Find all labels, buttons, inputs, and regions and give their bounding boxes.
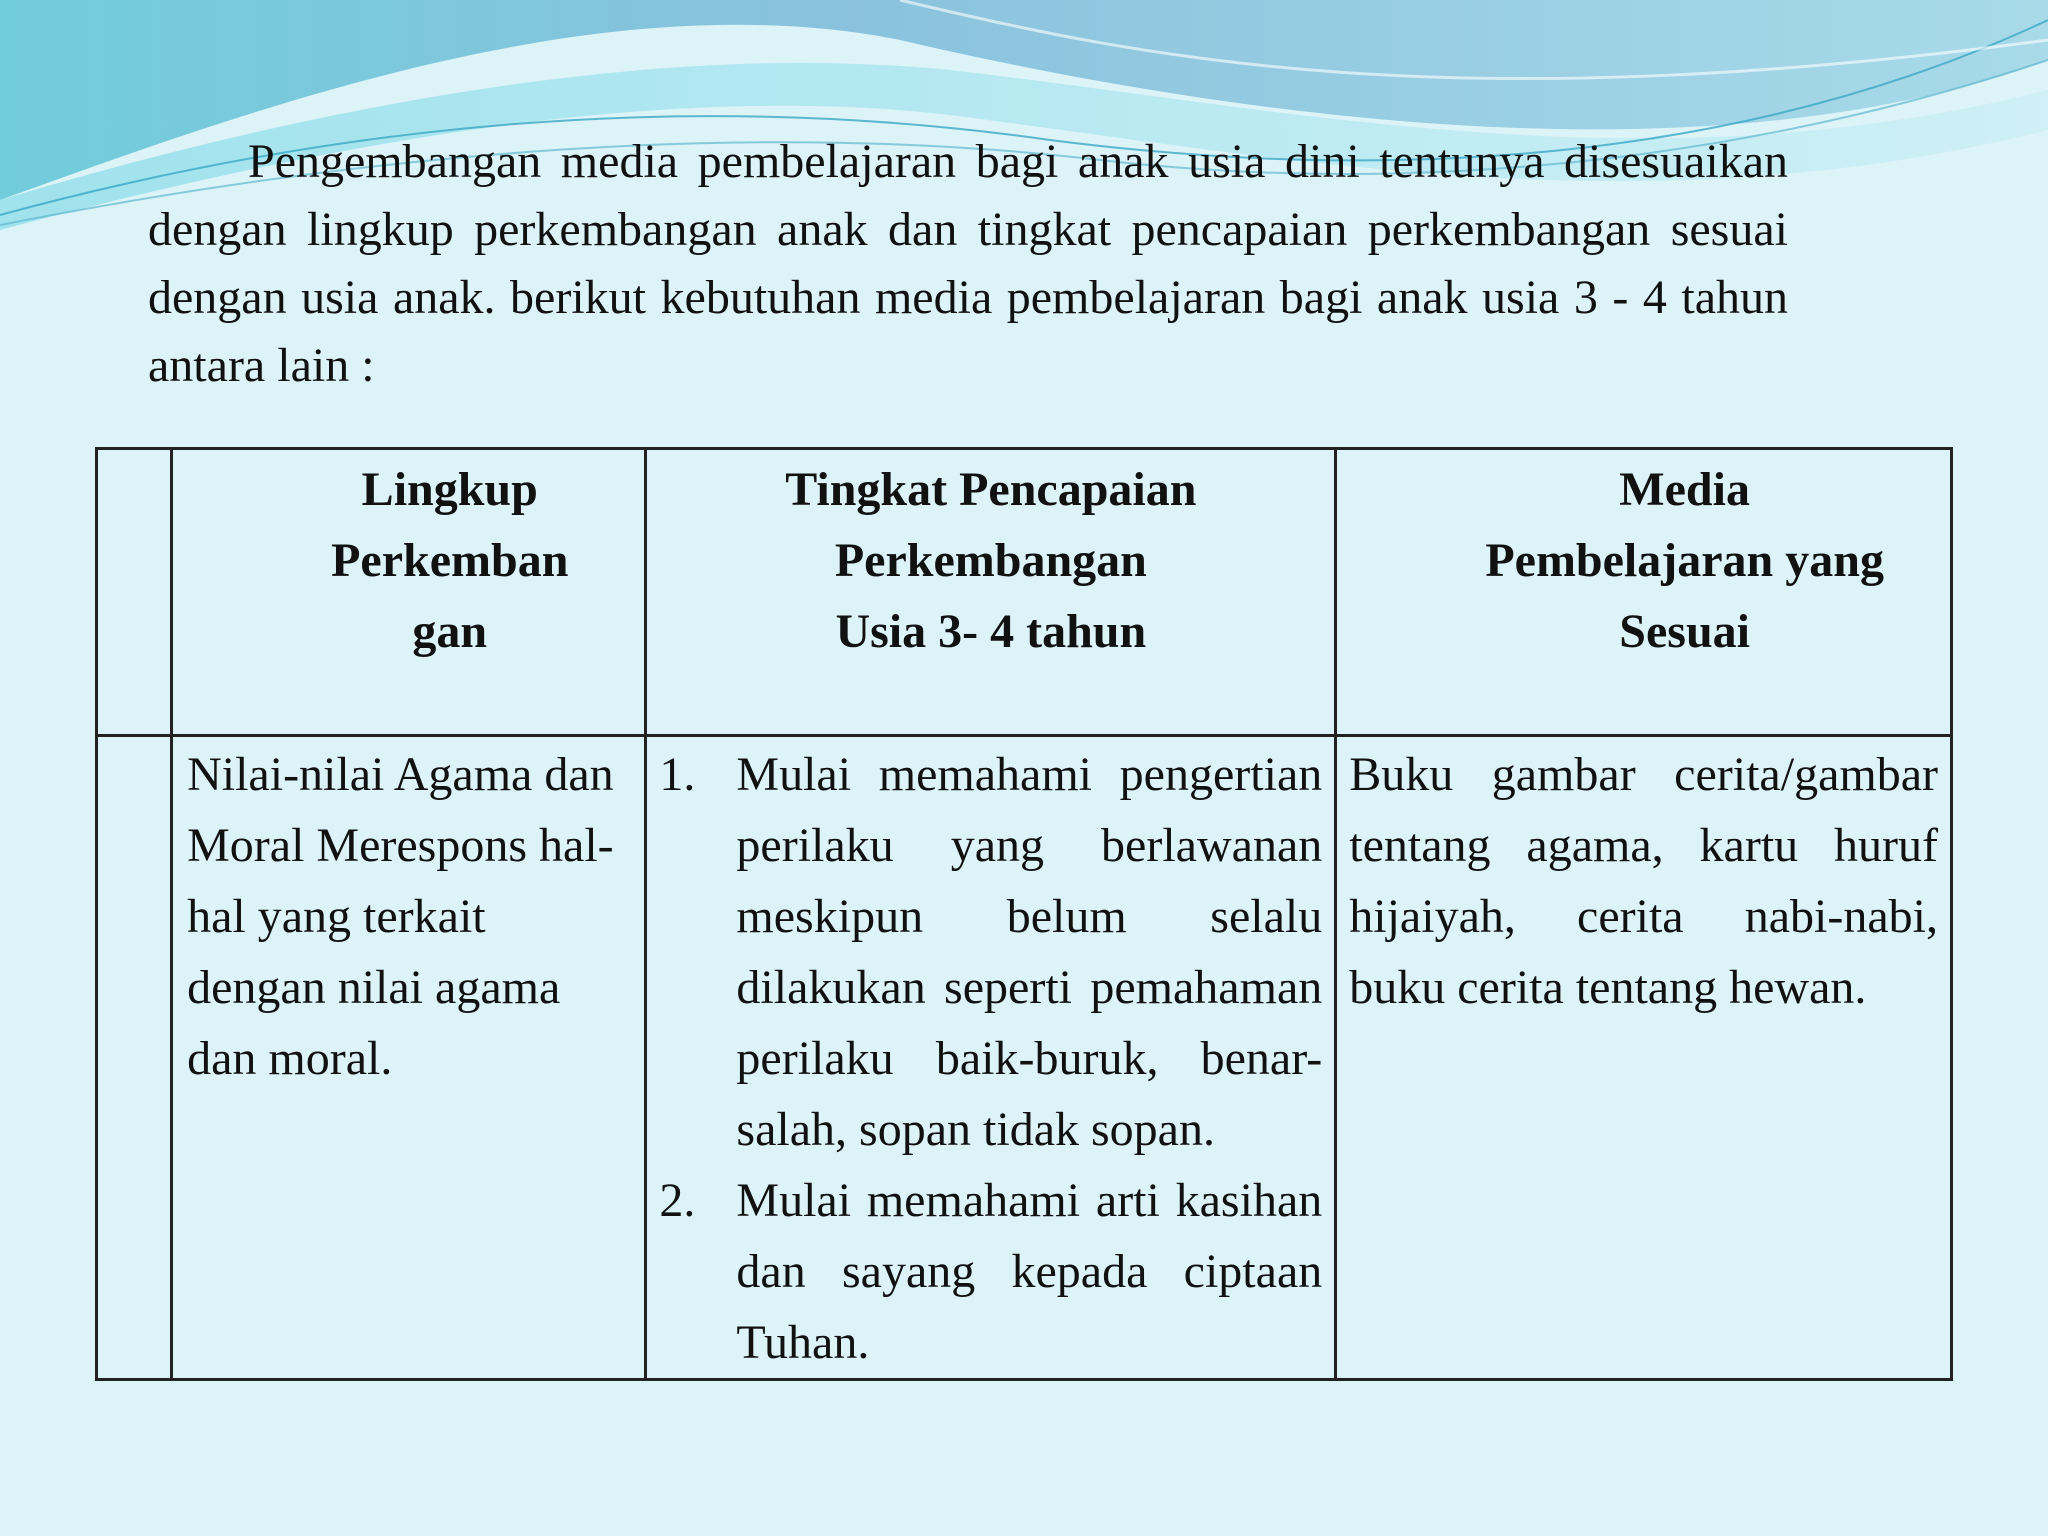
row-number-cell <box>97 736 172 1380</box>
level-list <box>659 739 1322 1378</box>
list-item <box>659 739 1322 1165</box>
header-scope-line: Perkemban <box>331 534 569 587</box>
header-scope-line: gan <box>412 605 488 658</box>
header-number-cell <box>97 449 172 736</box>
level-cell <box>646 736 1336 1380</box>
scope-cell: Nilai-nilai Agama dan Moral Merespons hal-hal yang terkait dengan nilai agama dan moral. <box>172 736 646 1380</box>
list-item-text: Mulai memahami pengertian perilaku yang berlawanan meskipun belum selalu dilakukan seperti pemahaman perilaku baik-buruk, benar-salah, sopan tidak sopan. <box>736 748 1323 1156</box>
media-table <box>95 447 1953 1381</box>
header-scope-line: Lingkup <box>361 463 538 516</box>
media-cell: Buku gambar cerita/gambar tentang agama, kartu huruf hijaiyah, cerita nabi-nabi, buku cerita tentang hewan. <box>1336 736 1952 1380</box>
header-media-line: Media <box>1619 463 1750 516</box>
header-level-line: Perkembangan <box>834 534 1147 587</box>
header-media-line: Pembelajaran yang <box>1485 534 1884 587</box>
header-level-line: Tingkat Pencapaian <box>785 463 1197 516</box>
table-header-row <box>97 449 1952 736</box>
list-item-text: Mulai memahami arti kasihan dan sayang kepada ciptaan Tuhan. <box>736 1174 1323 1369</box>
table-row <box>97 736 1952 1380</box>
header-level-cell <box>646 449 1336 736</box>
list-item-number: 1. <box>659 748 696 801</box>
intro-paragraph: Pengembangan media pembelajaran bagi anak usia dini tentunya disesuaikan dengan lingkup perkembangan anak dan tingkat pencapaian perkembangan sesuai dengan usia anak. berikut kebutuhan media pembelajaran bagi anak usia 3 - 4 tahun antara lain : <box>148 135 1788 392</box>
header-level-line: Usia 3- 4 tahun <box>835 605 1147 658</box>
header-media-cell <box>1336 449 1952 736</box>
header-scope-cell <box>172 449 646 736</box>
list-item <box>659 1165 1322 1378</box>
header-media-line: Sesuai <box>1619 605 1750 658</box>
list-item-number: 2. <box>659 1174 696 1227</box>
